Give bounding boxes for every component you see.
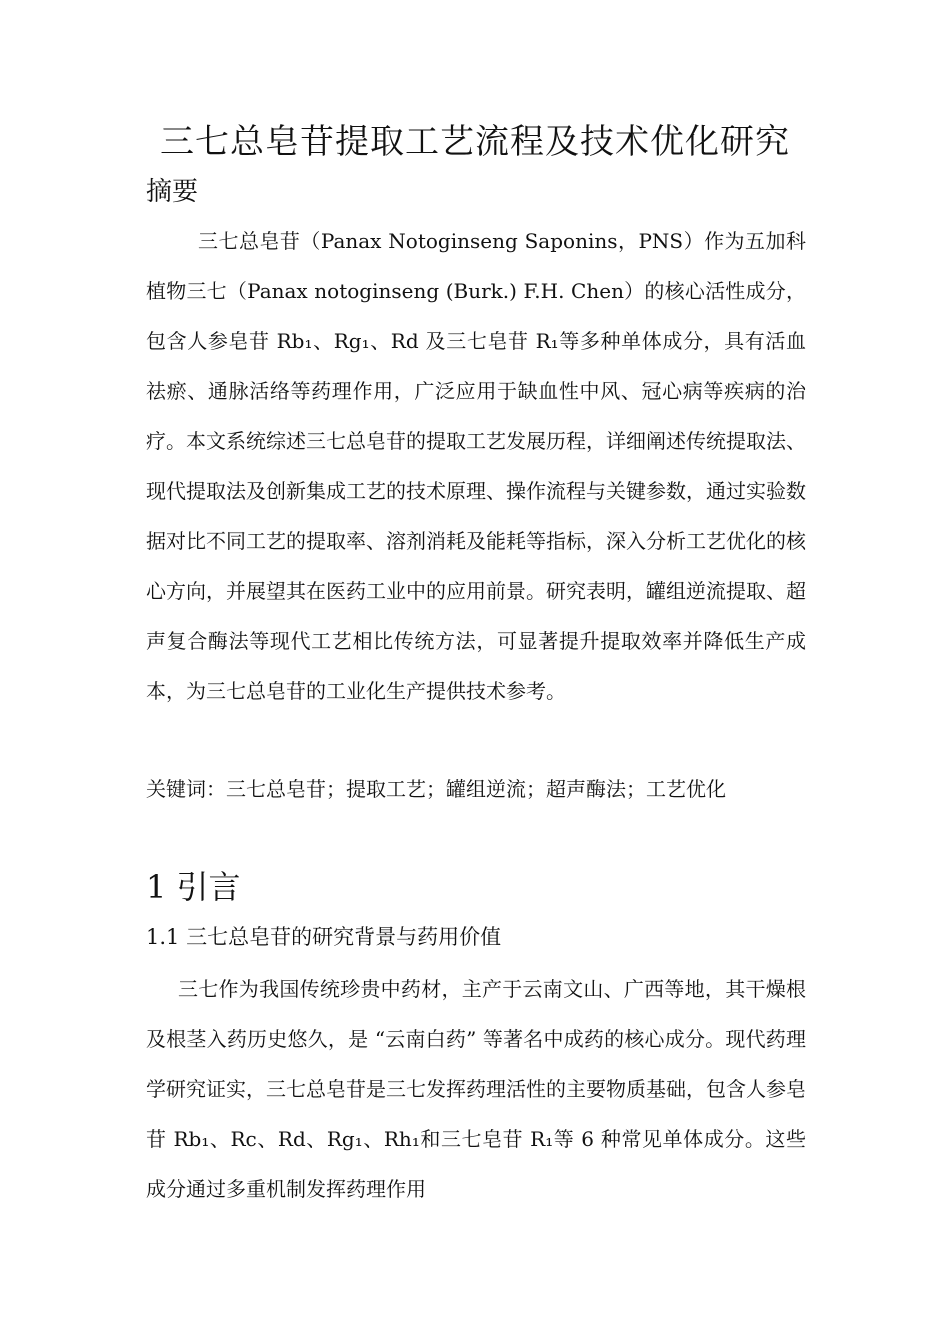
subsection-heading-background: 1.1 三七总皂苷的研究背景与药用价值 — [146, 925, 502, 949]
introduction-paragraph: 三七作为我国传统珍贵中药材，主产于云南文山、广西等地，其干燥根及根茎入药历史悠久，是 “云南白药” 等著名中成药的核心成分。现代药理学研究证实，三七总皂苷是三七发挥药理活性的主要物质基础，包含人参皂苷 Rb₁、Rc、Rd、Rg₁、Rh₁和三七皂苷 R₁等 6 种常见单体成分。这些成分通过多重机制发挥药理作用 — [146, 977, 806, 1201]
abstract-heading: 摘要 — [146, 177, 199, 207]
keywords-paragraph: 关键词：三七总皂苷；提取工艺；罐组逆流；超声酶法；工艺优化 — [146, 777, 726, 801]
section-heading-introduction: 1 引言 — [146, 868, 241, 906]
abstract-paragraph: 三七总皂苷（Panax Notoginseng Saponins，PNS）作为五加科植物三七（Panax notoginseng (Burk.) F.H. Chen）的核心活性成分，包含人参皂苷 Rb₁、Rg₁、Rd 及三七皂苷 R₁等多种单体成分，具有活血祛瘀、通脉活络等药理作用，广泛应用于缺血性中风、冠心病等疾病的治疗。本文系统综述三七总皂苷的提取工艺发展历程，详细阐述传统提取法、现代提取法及创新集成工艺的技术原理、操作流程与关键参数，通过实验数据对比不同工艺的提取率、溶剂消耗及能耗等指标，深入分析工艺优化的核心方向，并展望其在医药工业中的应用前景。研究表明，罐组逆流提取、超声复合酶法等现代工艺相比传统方法，可显著提升提取效率并降低生产成本，为三七总皂苷的工业化生产提供技术参考。 — [146, 229, 806, 703]
page-title: 三七总皂苷提取工艺流程及技术优化研究 — [160, 122, 790, 162]
